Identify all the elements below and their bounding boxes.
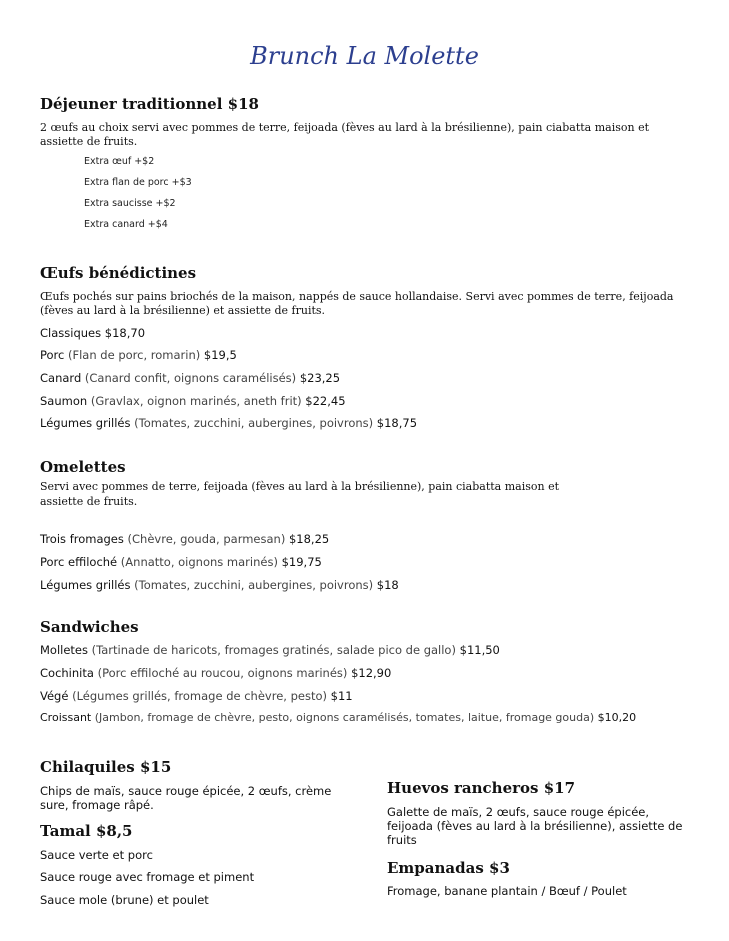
- item-name: Végé: [40, 689, 69, 703]
- oeufs-heading: Œufs bénédictines: [40, 264, 197, 282]
- item-price: $19,5: [203, 348, 237, 362]
- huevos-description: Galette de maïs, 2 œufs, sauce rouge épicée, feijoada (fèves au lard à la brésilienne), assiette de fruits: [387, 805, 683, 847]
- menu-item: [40, 532, 329, 546]
- item-desc: (Tomates, zucchini, aubergines, poivrons): [134, 578, 374, 592]
- extra-item: Extra œuf +$2: [84, 156, 155, 167]
- menu-title: Brunch La Molette: [250, 42, 479, 70]
- item-price: $11,50: [459, 643, 500, 657]
- item-name: Légumes grillés: [40, 416, 131, 430]
- item-desc: (Légumes grillés, fromage de chèvre, pesto): [72, 689, 327, 703]
- menu-item: [40, 711, 636, 724]
- item-price: $18,70: [104, 326, 146, 340]
- item-name: Porc: [40, 348, 65, 362]
- item-name: Canard: [40, 371, 82, 385]
- item-price: $10,20: [597, 711, 637, 724]
- menu-item: [40, 394, 346, 408]
- tamal-item: Sauce verte et porc: [40, 848, 153, 862]
- item-price: $12,90: [351, 666, 392, 680]
- item-name: Classiques: [40, 326, 102, 340]
- item-name: Molletes: [40, 643, 88, 657]
- menu-item: [40, 578, 399, 592]
- menu-item: [40, 666, 391, 680]
- omelettes-heading: Omelettes: [40, 458, 126, 476]
- item-desc: (Tartinade de haricots, fromages gratinés, salade pico de gallo): [91, 643, 456, 657]
- empanadas-description: Fromage, banane plantain / Bœuf / Poulet: [387, 884, 627, 898]
- menu-item: [40, 326, 145, 340]
- menu-item: [40, 689, 353, 703]
- item-desc: (Flan de porc, romarin): [68, 348, 201, 362]
- item-price: $23,25: [299, 371, 341, 385]
- menu-item: [40, 416, 417, 430]
- sandwiches-heading: Sandwiches: [40, 618, 139, 636]
- item-price: $18,25: [288, 532, 330, 546]
- item-desc: (Canard confit, oignons caramélisés): [84, 371, 297, 385]
- extra-item: Extra saucisse +$2: [84, 198, 176, 209]
- item-name: Cochinita: [40, 666, 94, 680]
- extra-item: Extra flan de porc +$3: [84, 177, 192, 188]
- tamal-heading: Tamal $8,5: [40, 822, 133, 840]
- dejeuner-heading: Déjeuner traditionnel $18: [40, 95, 259, 113]
- item-desc: (Annatto, oignons marinés): [120, 555, 278, 569]
- empanadas-heading: Empanadas $3: [387, 859, 510, 877]
- menu-item: [40, 643, 500, 657]
- extra-item: Extra canard +$4: [84, 219, 168, 230]
- item-desc: (Jambon, fromage de chèvre, pesto, oignons caramélisés, tomates, laitue, fromage gouda): [94, 711, 595, 724]
- item-desc: (Gravlax, oignon marinés, aneth frit): [90, 394, 302, 408]
- tamal-item: Sauce mole (brune) et poulet: [40, 893, 209, 907]
- item-price: $18: [376, 578, 399, 592]
- item-name: Trois fromages: [40, 532, 124, 546]
- huevos-heading: Huevos rancheros $17: [387, 779, 576, 797]
- item-price: $22,45: [305, 394, 346, 408]
- tamal-item: Sauce rouge avec fromage et piment: [40, 870, 255, 884]
- omelettes-description-line: Servi avec pommes de terre, feijoada (fèves au lard à la brésilienne), pain ciabatta maison et: [40, 480, 560, 493]
- item-price: $11: [330, 689, 353, 703]
- chilaquiles-description: Chips de maïs, sauce rouge épicée, 2 œufs, crème sure, fromage râpé.: [40, 784, 332, 812]
- oeufs-description: Œufs pochés sur pains briochés de la maison, nappés de sauce hollandaise. Servi avec pommes de terre, feijoada (fèves au lard à la brésilienne) et assiette de fruits.: [40, 290, 674, 317]
- chilaquiles-heading: Chilaquiles $15: [40, 758, 172, 776]
- item-price: $18,75: [376, 416, 418, 430]
- item-price: $19,75: [281, 555, 322, 569]
- item-name: Saumon: [40, 394, 88, 408]
- item-name: Croissant: [40, 711, 92, 724]
- item-name: Légumes grillés: [40, 578, 131, 592]
- dejeuner-description: 2 œufs au choix servi avec pommes de terre, feijoada (fèves au lard à la brésilienne), pain ciabatta maison et assiette de fruits.: [40, 121, 650, 148]
- item-desc: (Tomates, zucchini, aubergines, poivrons): [134, 416, 374, 430]
- item-name: Porc effiloché: [40, 555, 118, 569]
- menu-item: [40, 348, 237, 362]
- item-desc: (Porc effiloché au roucou, oignons marinés): [97, 666, 348, 680]
- item-desc: (Chèvre, gouda, parmesan): [127, 532, 286, 546]
- menu-item: [40, 555, 322, 569]
- menu-item: [40, 371, 340, 385]
- omelettes-description-line: assiette de fruits.: [40, 495, 138, 508]
